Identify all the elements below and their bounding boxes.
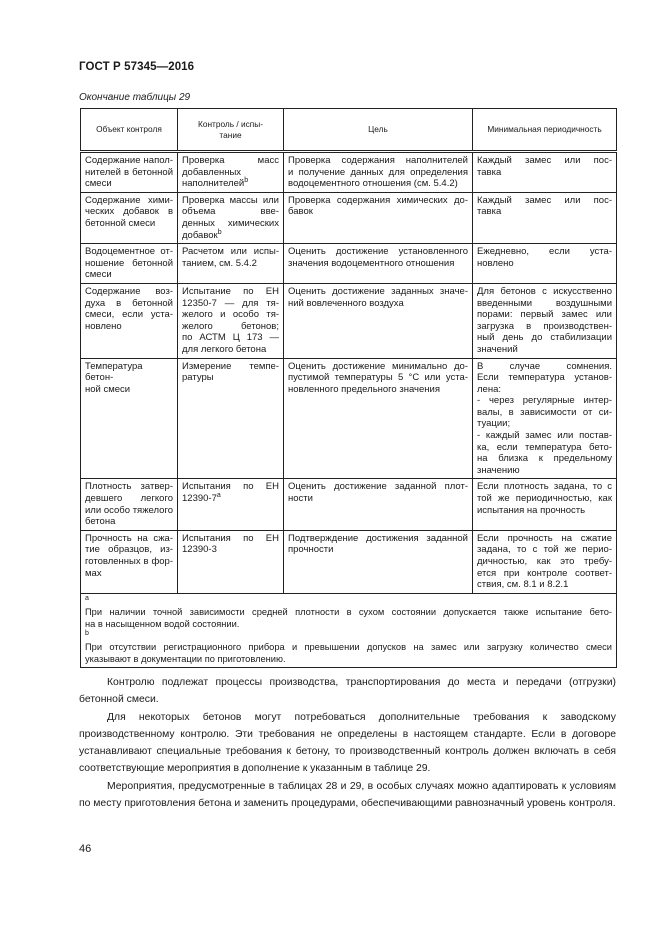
- table-row: [81, 244, 617, 284]
- cell-goal: Проверка содержания наполнителей и получение данных для определения водоцементного отношения (см. 5.4.2): [284, 152, 473, 193]
- control-table: [80, 108, 617, 668]
- cell-test: Испытания по ЕН 12390-3: [178, 530, 284, 593]
- table-row: [81, 530, 617, 593]
- cell-goal: Подтверждение достижения заданной прочности: [284, 530, 473, 593]
- cell-period: Каждый замес или пос- тавка: [473, 192, 617, 243]
- cell-object: Температура бетон- ной смеси: [81, 358, 178, 479]
- table-row: [81, 479, 617, 530]
- cell-period: Если плотность задана, то с той же периодичностью, как испытания на прочность: [473, 479, 617, 530]
- cell-goal: Оценить достижение заданных значе- ний вовлеченного воздуха: [284, 283, 473, 358]
- document-header: ГОСТ Р 57345—2016: [79, 61, 195, 73]
- cell-goal: Оценить достижение минимально до- пустимой температуры 5 °С или уста- новленного предельного значения: [284, 358, 473, 479]
- table-notes-row: [81, 593, 617, 668]
- table-notes: [81, 593, 617, 668]
- cell-period: Если прочность на сжатие задана, то с той же перио- дичностью, как это требу- ется при контроле соответ- ствия, см. 8.1 и 8.2.1: [473, 530, 617, 593]
- table-row: [81, 192, 617, 243]
- paragraph-1: Контролю подлежат процессы производства, транспортирования до места и передачи (отгрузки) бетонной смеси.: [79, 677, 616, 706]
- cell-goal: Оценить достижение установленного значения водоцементного отношения: [284, 244, 473, 284]
- paragraph-2: Для некоторых бетонов могут потребоваться дополнительные требования к заводскому производственному контролю. Эти требования не определены в настоящем стандарте. Если в договоре устанавливают специальные требования к бетону, то производственный контроль должен включать в себя соответствующие мероприятия в дополнение к указанным в таблице 29.: [79, 711, 616, 775]
- paragraph-3: Мероприятия, предусмотренные в таблицах 28 и 29, в особых случаях можно адаптировать к условиям по месту приготовления бетона и заменить процедурами, обеспечивающими равнозначный уровень контроля.: [79, 780, 616, 810]
- page-number: 46: [79, 843, 92, 855]
- table-header-row: [81, 109, 617, 152]
- cell-period: В случае сомнения. Если температура установ- лена: - через регулярные интер- валы, в зависимости от си- туации; - каждый замес или постав- ка, если температура бето- на близка к предельному значению: [473, 358, 617, 479]
- cell-object: Плотность затвер- девшего легкого или особо тяжелого бетона: [81, 479, 178, 530]
- body-text: [79, 674, 616, 812]
- cell-test: Проверка массы или объема вве- денных химических добавок$^b$: [178, 192, 284, 243]
- cell-period: Каждый замес или пос- тавка: [473, 152, 617, 193]
- cell-test: Проверка масс добавленных наполнителей$^b$: [178, 152, 284, 193]
- table-row: [81, 358, 617, 479]
- cell-goal: Проверка содержания химических до- бавок: [284, 192, 473, 243]
- column-header-test: Контроль / испы- тание: [178, 109, 284, 152]
- cell-goal: Оценить достижение заданной плот- ности: [284, 479, 473, 530]
- footnote-b: $^b$ При отсутствии регистрационного прибора и превышении допусков на замес или загрузку количество смеси указывают в документации по приготовлению.: [85, 629, 612, 664]
- cell-object: Водоцементное от- ношение бетонной смеси: [81, 244, 178, 284]
- cell-test: Измерение темпе- ратуры: [178, 358, 284, 479]
- cell-test: Испытания по ЕН 12390-7$^a$: [178, 479, 284, 530]
- cell-test: Расчетом или испы- танием, см. 5.4.2: [178, 244, 284, 284]
- footnote-a: $^a$ При наличии точной зависимости средней плотности в сухом состоянии допускается также испытание бето- на в насыщенном водой состоянии.: [85, 594, 612, 629]
- cell-object: Прочность на сжа- тие образцов, из- готовленных в фор- мах: [81, 530, 178, 593]
- column-header-goal: Цель: [284, 109, 473, 152]
- cell-period: Для бетонов с искусственно введенными воздушными порами: первый замес или загрузка в производствен- ный день до стабилизации значений: [473, 283, 617, 358]
- cell-object: Содержание напол- нителей в бетонной смеси: [81, 152, 178, 193]
- column-header-period: Минимальная периодичность: [473, 109, 617, 152]
- cell-object: Содержание воз- духа в бетонной смеси, если уста- новлено: [81, 283, 178, 358]
- table-row: [81, 152, 617, 193]
- cell-test: Испытание по ЕН 12350-7 — для тя- желого и особо тя- желого бетонов; по АСТМ Ц 173 — для легкого бетона: [178, 283, 284, 358]
- table-row: [81, 283, 617, 358]
- cell-object: Содержание хими- ческих добавок в бетонной смеси: [81, 192, 178, 243]
- column-header-object: Объект контроля: [81, 109, 178, 152]
- cell-period: Ежедневно, если уста- новлено: [473, 244, 617, 284]
- table-caption: Окончание таблицы 29: [79, 92, 191, 103]
